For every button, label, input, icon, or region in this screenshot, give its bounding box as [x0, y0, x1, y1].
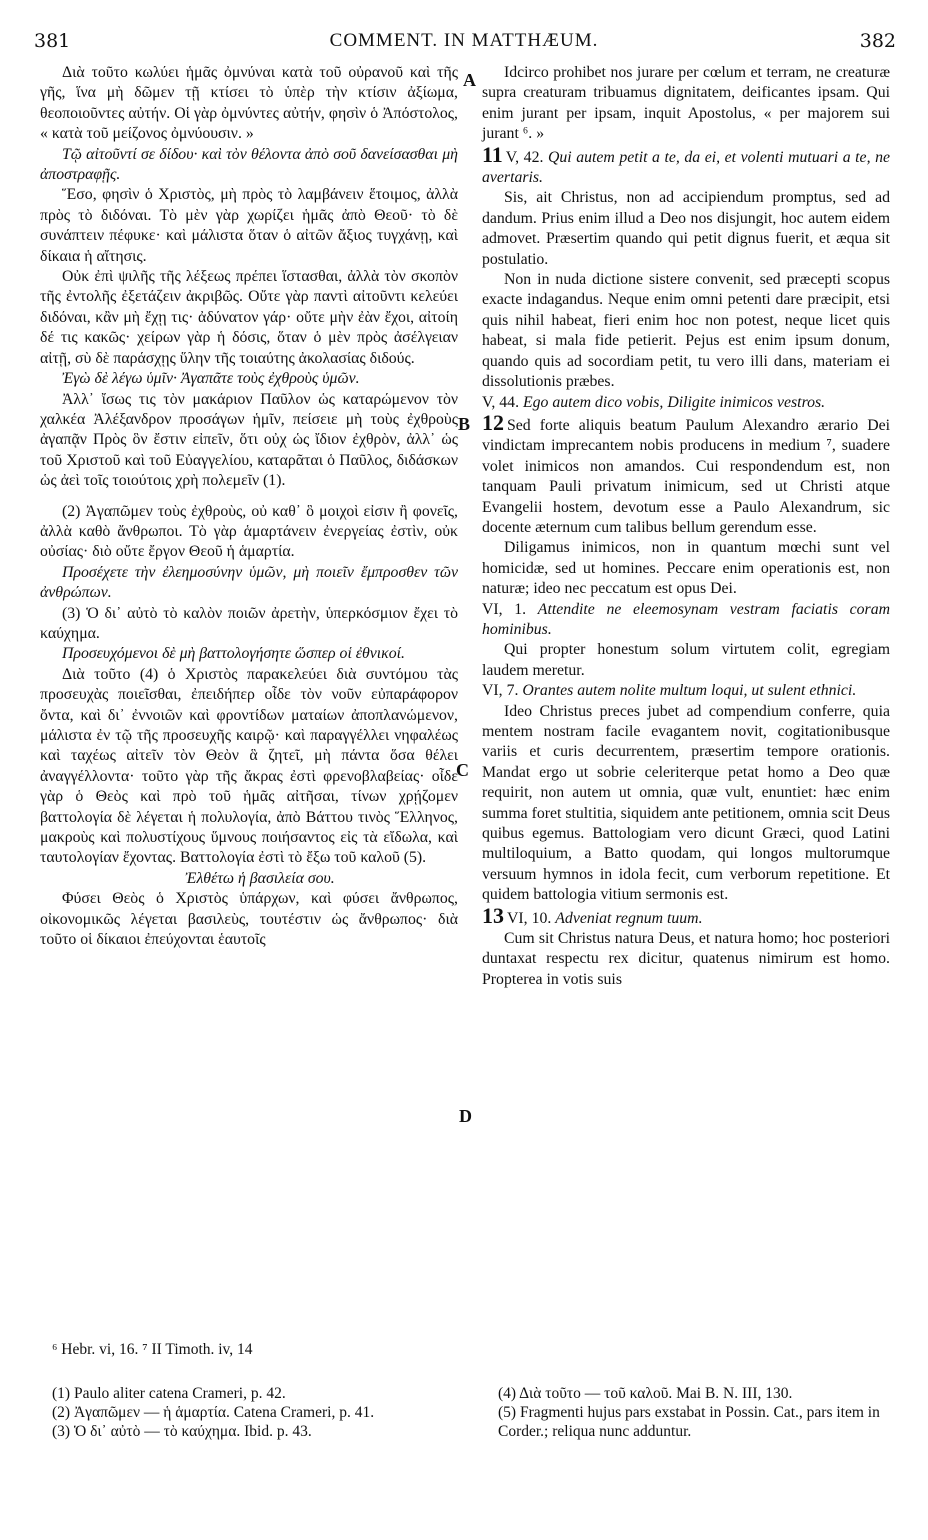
- footnote: (1) Paulo aliter catena Crameri, p. 42.: [52, 1385, 286, 1402]
- section-number: 11: [482, 141, 503, 167]
- verse-text: Ego autem dico vobis, Diligite inimicos vestros.: [522, 393, 826, 411]
- paragraph: Ἀλλ᾽ ἴσως τις τὸν μακάριον Παῦλον ὡς καταρώμενον τὸν χαλκέα Ἀλέξανδρον προσάγων ἡμῖν, πείσειε μὴ τοὺς ἐχθροὺς ἀγαπᾷν Πρὸς ὃν ἔστιν εἰπεῖν, ὅτι οὐχ ὡς ἴδιον ἐχθρὸν, ἀλλ᾽ ὡς τοῦ Χριστοῦ καὶ τοῦ Εὐαγγελίου, καταρᾶται ὁ Παῦλος, διδάσκων ὡς ἀεὶ τοῖς τοιούτοις χρὴ πολεμεῖν (1).: [40, 390, 458, 490]
- running-title: COMMENT. IN MATTHÆUM.: [329, 30, 599, 51]
- page-number-left: 381: [34, 30, 71, 52]
- margin-letter-c: C: [456, 760, 469, 780]
- margin-letter-d: D: [459, 1106, 472, 1126]
- verse-reference: VI, 7.: [482, 682, 519, 700]
- footnotes-left: [52, 1384, 462, 1441]
- section-number: 13: [482, 902, 504, 928]
- paragraph: (3) Ὁ δι᾽ αὐτὸ τὸ καλὸν ποιῶν ἀρετὴν, ὑπερκόσμιον ἔχει τὸ καύχημα.: [40, 604, 458, 642]
- paragraph: Idcirco prohibet nos jurare per cœlum et terram, ne creaturæ supra creaturam tribuamus dignitatem, deificantes ipsam. Qui enim jurant per ipsam, inquit Apostolus, « per majorem sui jurant ⁶. »: [482, 64, 890, 143]
- scripture-lemma: Τῷ αἰτοῦντί σε δίδου· καὶ τὸν θέλοντα ἀπὸ σοῦ δανείσασθαι μὴ ἀποστραφῇς.: [40, 145, 458, 184]
- paragraph: Ideo Christus preces jubet ad compendium conferre, quia mentem nostram facile evagantem novit, cogitationibusque variis et curis decurrentem, præsertim tempore orationis. Mandat ergo ut sobrie celeriterque petat homo a Deo quæ requirit, non autem ut omnia, quæ vult, enuntiet: hæc enim summa foret stultitia, siquidem ante petitionem, omnia scit Deus quibus egemus. Battologiam vero dicunt Græci, quod Latini multiloquium, a Batto quodam, qui longos multorumque versuum hymnos in idola fecit, cum verborum repetitione. Et quidem battologia vitium sermonis est.: [482, 702, 891, 904]
- verse-reference: VI, 10.: [507, 909, 552, 927]
- paragraph: Sis, ait Christus, non ad accipiendum promptus, sed ad dandum. Prius enim illud a Deo nos disjungit, hoc autem eidem admovet. Præsertim quando qui petit dignus fuerit, et æqua sit postulatio.: [482, 189, 890, 268]
- footnotes-right: [498, 1384, 896, 1441]
- footnote: (3) Ὁ δι᾽ αὐτὸ — τὸ καύχημα. Ibid. p. 43.: [52, 1423, 312, 1440]
- verse-heading: [482, 902, 890, 929]
- verse-heading: [482, 600, 890, 641]
- verse-text: Adveniat regnum tuum.: [555, 909, 703, 927]
- verse-reference: V, 44.: [482, 393, 520, 411]
- paragraph: Non in nuda dictione sistere convenit, sed præcepti scopus exacte indagandus. Neque enim omni petenti dare præcipit, etsi quis nihil habeat, fieri enim hoc non potest, neque licet quis habeat, si mala fide petierit. Pejus est enim ipsum donum, quando quis ad socordiam petit, tu vero illi dans, materiam ei dissolutionis præbes.: [482, 271, 890, 391]
- paragraph: Cum sit Christus natura Deus, et natura homo; hoc posteriori duntaxat respectu rex dicitur, quatenus nimirum est homo. Propterea in votis suis: [482, 930, 890, 988]
- paragraph: Φύσει Θεὸς ὁ Χριστὸς ὑπάρχων, καὶ φύσει ἄνθρωπος, οἰκονομικῶς λέγεται βασιλεὺς, τουτέστιν ὡς ἄνθρωπος· διὰ τοῦτο οἱ δίκαιοι ἐπεύχονται ἑαυτοῖς: [40, 890, 458, 949]
- footnote: (2) Ἀγαπῶμεν — ἡ ἁμαρτία. Catena Crameri, p. 41.: [52, 1404, 375, 1421]
- scripture-lemma: Ἐγὼ δὲ λέγω ὑμῖν· Ἀγαπᾶτε τοὺς ἐχθροὺς ὑμῶν.: [62, 370, 360, 388]
- paragraph-text: Sed forte aliquis beatum Paulum Alexandro ærario Dei vindictam imprecantem nobis producens in medium ⁷, suadere volet inimicos non amandos. Cui respondendum est, non tanquam Pauli privatum inimicum, sed ut Christi atque Evangelii hostem, devotum esse a Paulo Alexandrum, sic docente æternum cum talibus bellum gerendum esse.: [482, 416, 890, 536]
- ref-note-line: ⁶ Hebr. vi, 16. ⁷ II Timoth. iv, 14: [52, 1341, 253, 1358]
- verse-heading: [482, 393, 890, 413]
- paragraph: Diligamus inimicos, non in quantum mœchi sunt vel homicidæ, sed ut homines. Peccare enim operationis est, non naturæ; ideo nec peccatum est opus Dei.: [482, 539, 890, 598]
- latin-column: [482, 63, 890, 990]
- margin-letter-a: A: [463, 70, 476, 90]
- verse-heading: [482, 409, 890, 538]
- paragraph: (2) Ἀγαπῶμεν τοὺς ἐχθροὺς, οὐ καθ᾽ ὃ μοιχοὶ εἰσιν ἢ φονεῖς, ἀλλὰ καθὸ ἄνθρωποι. Τὸ γὰρ ἁμαρτάνειν ἐνεργείας ἐστὶν, οὐκ οὐσίας· διὸ οὔτε ἔργον Θεοῦ ἡ ἁμαρτία.: [40, 502, 458, 561]
- scripture-lemma: Προσευχόμενοι δὲ μὴ βαττολογήσητε ὥσπερ οἱ ἐθνικοί.: [62, 645, 405, 663]
- reference-notes: [52, 1340, 452, 1359]
- scripture-lemma: Ἐλθέτω ἡ βασιλεία σου.: [185, 869, 335, 887]
- greek-column: [40, 63, 458, 950]
- footnote: (5) Fragmenti hujus pars exstabat in Possin. Cat., pars item in Corder.; reliqua nunc adduntur.: [498, 1404, 880, 1440]
- paragraph: Διὰ τοῦτο (4) ὁ Χριστὸς παρακελεύει διὰ συντόμου τὰς προσευχὰς ποιεῖσθαι, ἐπειδήπερ οἶδε τὸν νοῦν εὐπαράφορον ὄντα, καὶ δι᾽ ἐννοιῶν καὶ φροντίδων ματαίων ἀποπλανώμενον, μάλιστα ἐν τῷ τῆς προσευχῆς καιρῷ· καὶ παραγγέλλει νηφαλέως καὶ ταχέως αἰτεῖν τὸν Θεὸν ἃ ζητεῖ, μὴ πάντα ὅσα θέλει ἀναγγέλλοντα· τοῦτο γὰρ τῆς ἄκρας ἐστὶ φρενοβλαβείας· οἶδε γὰρ ὁ Θεὸς καὶ πρὸ τοῦ ἡμᾶς αἰτῆσαι, τίνων χρῄζομεν βαττολογία δὲ λέγεται ἡ πολυλογία, ἀπὸ Βάττου τινὸς Ἕλληνος, μακροὺς καὶ πολυστίχους ὕμνους ποιήσαντος εἰς τὰ εἴδωλα, καὶ ταυτολογίαν ἔχοντας. Βαττολογία ἐστὶ τὸ ἔξω τοῦ καλοῦ (5).: [40, 665, 458, 867]
- paragraph: Qui propter honestum solum virtutem colit, egregiam laudem meretur.: [482, 641, 890, 679]
- page-header: [0, 0, 928, 56]
- footnote: (4) Διὰ τοῦτο — τοῦ καλοῦ. Mai B. N. III, 130.: [498, 1385, 793, 1402]
- scripture-lemma: Προσέχετε τὴν ἐλεημοσύνην ὑμῶν, μὴ ποιεῖν ἔμπροσθεν τῶν ἀνθρώπων.: [40, 563, 458, 602]
- section-number: 12: [482, 409, 504, 435]
- verse-text: Orantes autem nolite multum loqui, ut sulent ethnici.: [522, 682, 857, 700]
- verse-reference: VI, 1.: [482, 600, 527, 618]
- paragraph: Οὐκ ἐπὶ ψιλῆς τῆς λέξεως πρέπει ἵστασθαι, ἀλλὰ τὸν σκοπὸν τῆς ἐντολῆς ἐξετάζειν ἀκριβῶς. Οὔτε γὰρ παντὶ αἰτοῦντι κελεύει διδόναι, κἂν μὴ ἔχῃ τις· ἀδύνατον γάρ· οὔτε μὴν ἐὰν ἔχοι, αἰτοίη δέ τις κακῶς· χείρων γὰρ ἡ δόσις, ὅταν ὁ μὲν πρὸς ἀσέλγειαν αἰτῇ, σὺ δὲ παράσχῃς ὕλην τῆς τοιαύτης ἀκολασίας διδούς.: [40, 268, 458, 367]
- page-number-right: 382: [859, 30, 896, 52]
- verse-text: Qui autem petit a te, da ei, et volenti mutuari a te, ne avertaris.: [482, 148, 890, 187]
- margin-letter-b: B: [458, 414, 471, 434]
- verse-text: Attendite ne eleemosynam vestram faciatis coram hominibus.: [482, 600, 890, 638]
- verse-reference: V, 42.: [505, 148, 544, 166]
- paragraph: Διὰ τοῦτο κωλύει ἡμᾶς ὀμνύναι κατὰ τοῦ οὐρανοῦ καὶ τῆς γῆς, ἵνα μὴ δῶμεν τῇ κτίσει τὸ ὑπὲρ τὴν κτίσιν ἀξίωμα, θεοποιοῦντες αὐτήν. Οἱ γὰρ ὀμνύντες αὐτήν, φησὶν ὁ Ἀπόστολος, « κατὰ τοῦ μείζονος ὀμνύουσιν. »: [40, 64, 458, 143]
- verse-heading: [482, 141, 890, 189]
- verse-heading: [482, 681, 890, 701]
- paragraph: Ἕσο, φησὶν ὁ Χριστὸς, μὴ πρὸς τὸ λαμβάνειν ἕτοιμος, ἀλλὰ πρὸς τὸ διδόναι. Τὸ μὲν γὰρ χωρίζει ἡμᾶς ἀπὸ Θεοῦ· τὸ δὲ συνάπτειν πέφυκε· καὶ μάλιστα ὅταν ὁ αἰτῶν ἄξιος τυγχάνῃ, καὶ δίκαια ἡ αἴτησις.: [40, 186, 458, 265]
